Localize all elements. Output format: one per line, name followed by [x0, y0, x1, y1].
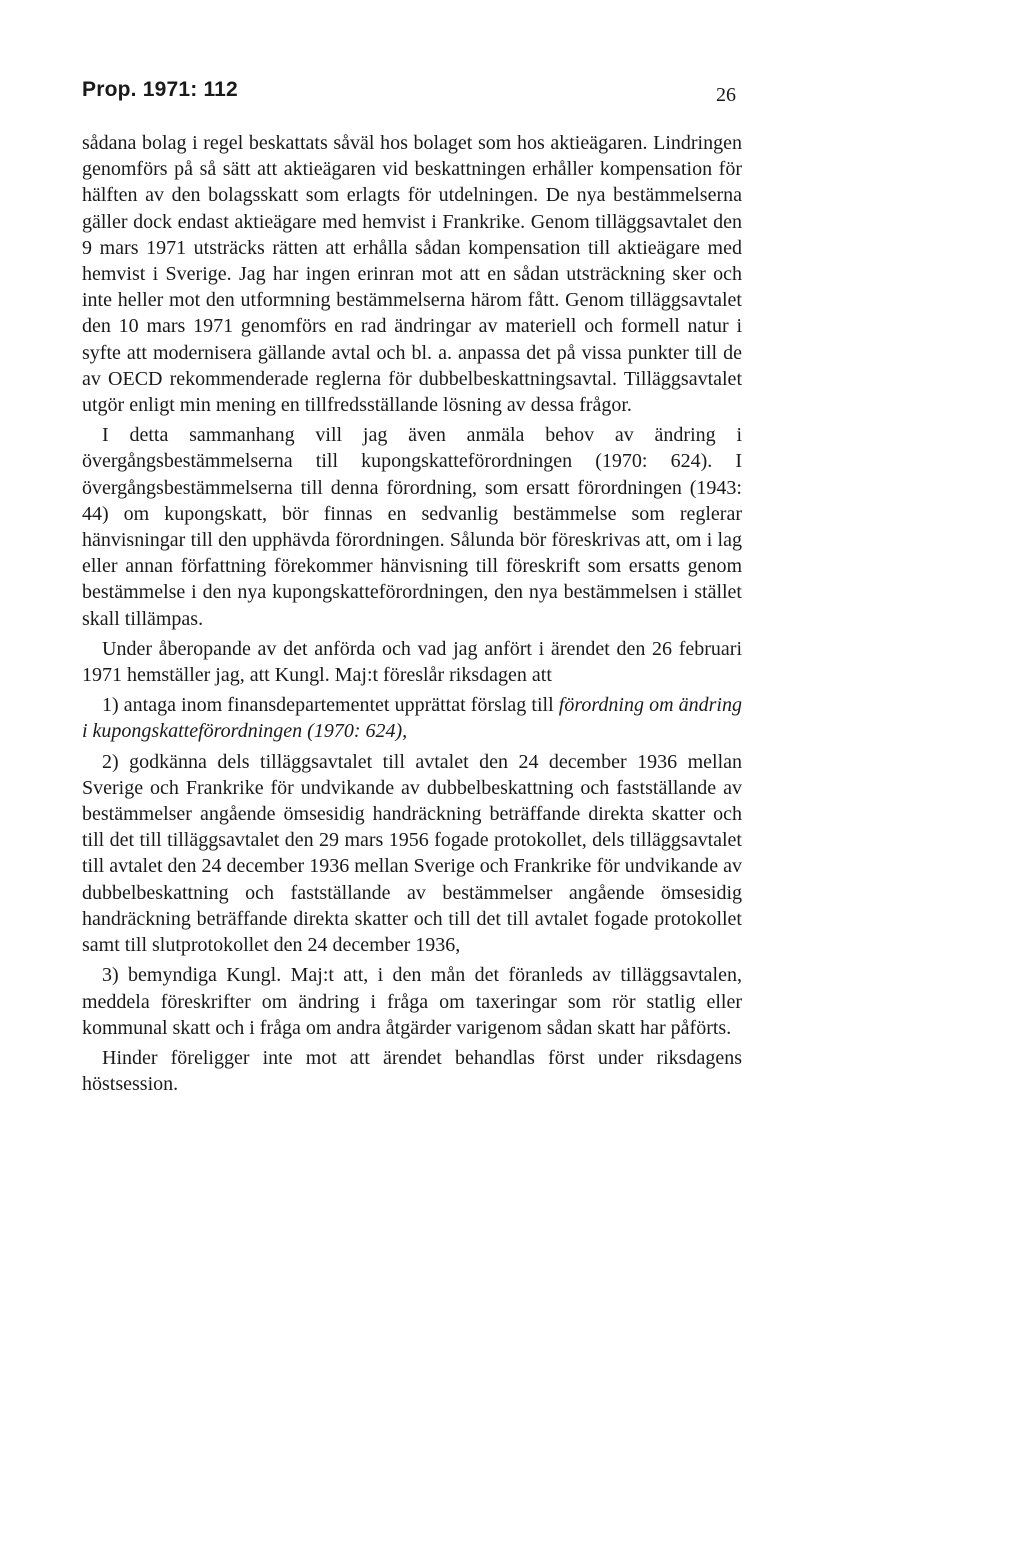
body-text [82, 130, 742, 1097]
paragraph-4-text: 1) antaga inom finansdepartementet upprättat förslag till [102, 694, 559, 717]
paragraph-4-italic: förordning om ändring i kupongskatteförordningen (1970: 624), [82, 694, 742, 743]
paragraph-7: Hinder föreligger inte mot att ärendet behandlas först under riksdagens höstsession. [82, 1046, 742, 1096]
page-header [82, 70, 736, 110]
paragraph-3: Under åberopande av det anförda och vad jag anfört i ärendet den 26 februari 1971 hemställer jag, att Kungl. Maj:t föreslår riksdagen att [82, 637, 742, 687]
paragraph-5: 2) godkänna dels tilläggsavtalet till avtalet den 24 december 1936 mellan Sverige och Frankrike för undvikande av dubbelbeskattning och fastställande av bestämmelser angående ömsesidig handräckning beträffande direkta skatter och till det till tilläggsavtalet den 29 mars 1956 fogade protokollet, dels tilläggsavtalet till avtalet den 24 december 1936 mellan Sverige och Frankrike för undvikande av dubbelbeskattning och fastställande av bestämmelser angående ömsesidig handräckning beträffande direkta skatter och till det till avtalet fogade protokollet samt till slutprotokollet den 24 december 1936, [82, 750, 742, 957]
page-number: 26 [716, 84, 736, 106]
paragraph-2: I detta sammanhang vill jag även anmäla behov av ändring i övergångsbestämmelserna till kupongskatteförordningen (1970: 624). I övergångsbestämmelserna till denna förordning, som ersatt förordningen (1943: 44) om kupongskatt, bör finnas en sedvanlig bestämmelse som reglerar hänvisningar till den upphävda förordningen. Sålunda bör föreskrivas att, om i lag eller annan författning förekommer hänvisning till föreskrift som ersatts genom bestämmelse i den nya kupongskatteförordningen, den nya bestämmelsen i stället skall tillämpas. [82, 424, 742, 630]
paragraph-1: sådana bolag i regel beskattats såväl hos bolaget som hos aktieägaren. Lindringen genomförs på så sätt att aktieägaren vid beskattningen erhåller kompensation för hälften av den bolagsskatt som erlagts för utdelningen. De nya bestämmelserna gäller dock endast aktieägare med hemvist i Frankrike. Genom tilläggsavtalet den 9 mars 1971 utsträcks rätten att erhålla sådan kompensation till aktieägare med hemvist i Sverige. Jag har ingen erinran mot att en sådan utsträckning sker och inte heller mot den utformning bestämmelserna härom fått. Genom tilläggsavtalet den 10 mars 1971 genomförs en rad ändringar av materiell och formell natur i syfte att modernisera gällande avtal och bl. a. anpassa det på vissa punkter till de av OECD rekommenderade reglerna för dubbelbeskattningsavtal. Tilläggsavtalet utgör enligt min mening en tillfredsställande lösning av dessa frågor. [82, 132, 742, 417]
document-reference: Prop. 1971: 112 [82, 78, 238, 101]
paragraph-6: 3) bemyndiga Kungl. Maj:t att, i den mån det föranleds av tilläggsavtalen, meddela föreskrifter om ändring i fråga om taxeringar som rör statlig eller kommunal skatt och i fråga om andra åtgärder varigenom sådan skatt har påförts. [82, 964, 742, 1039]
paragraph-4 [82, 692, 742, 744]
